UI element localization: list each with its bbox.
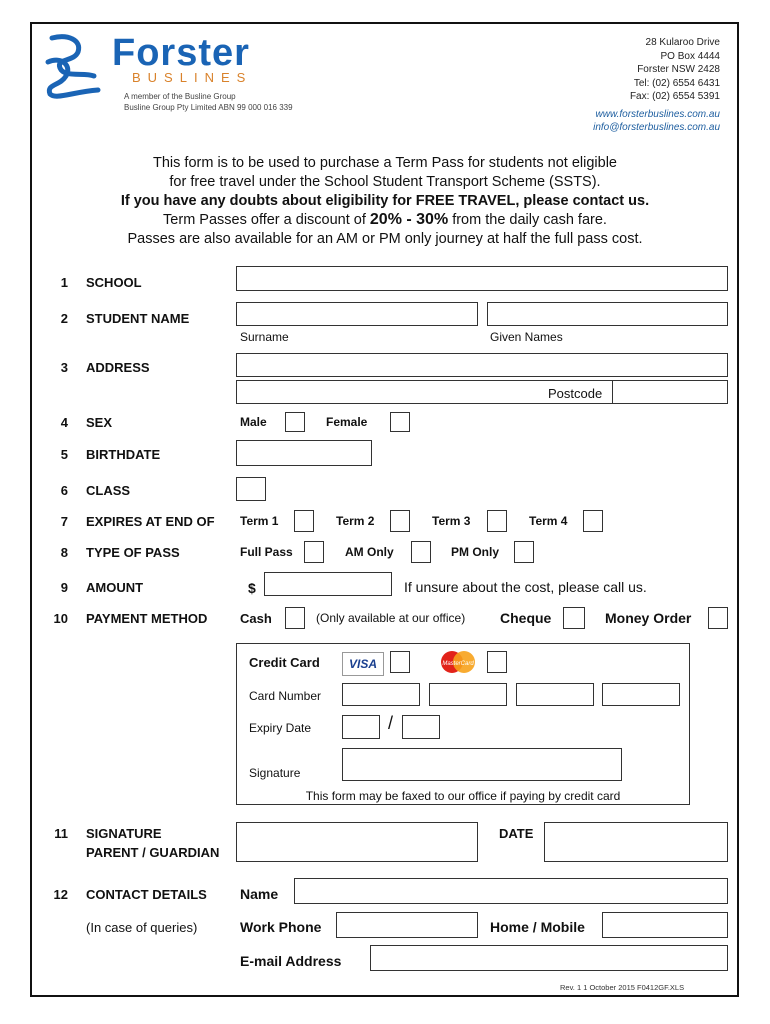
address-line: Forster NSW 2428 <box>637 64 720 75</box>
amount-input[interactable] <box>264 572 392 596</box>
card-number-group-4[interactable] <box>602 683 680 706</box>
member-line-2: Busline Group Pty Limited ABN 99 000 016 339 <box>124 103 293 112</box>
male-label: Male <box>240 415 267 429</box>
money-order-checkbox[interactable] <box>708 607 728 629</box>
field-number: 9 <box>60 580 68 595</box>
field-number: 8 <box>60 545 68 560</box>
school-input[interactable] <box>236 266 728 291</box>
field-number: 10 <box>53 611 68 626</box>
expiry-slash: / <box>388 713 394 733</box>
address-line-1-input[interactable] <box>236 353 728 377</box>
field-number: 1 <box>60 275 68 290</box>
intro-line-4 <box>40 211 730 229</box>
term-1-label: Term 1 <box>240 514 279 528</box>
intro-line-2: for free travel under the School Student Transport Scheme (SSTS). <box>169 174 601 190</box>
intro-line-4-pre: Term Passes offer a discount of <box>163 212 370 228</box>
cash-checkbox[interactable] <box>285 607 305 629</box>
date-input[interactable] <box>544 822 728 862</box>
field-number: 2 <box>60 311 68 326</box>
postcode-input[interactable] <box>612 380 728 404</box>
am-only-checkbox[interactable] <box>411 541 431 563</box>
mastercard-icon <box>436 650 480 674</box>
email-address-input[interactable] <box>370 945 728 971</box>
currency-symbol: $ <box>248 580 256 596</box>
contact-details-note: (In case of queries) <box>86 920 198 935</box>
term-2-checkbox[interactable] <box>390 510 410 532</box>
work-phone-input[interactable] <box>336 912 478 938</box>
sex-label: SEX <box>86 415 113 430</box>
term-3-label: Term 3 <box>432 514 471 528</box>
signature-label: SIGNATURE <box>86 826 162 841</box>
term-3-checkbox[interactable] <box>487 510 507 532</box>
card-signature-label: Signature <box>249 766 301 780</box>
home-mobile-label: Home / Mobile <box>490 919 585 935</box>
student-name-label: STUDENT NAME <box>86 311 190 326</box>
expiry-date-label: Expiry Date <box>249 721 312 735</box>
website-link[interactable]: www.forsterbuslines.com.au <box>595 108 720 120</box>
term-2-label: Term 2 <box>336 514 375 528</box>
address-label: ADDRESS <box>86 360 150 375</box>
expiry-year-input[interactable] <box>402 715 440 739</box>
fax-line: Fax: (02) 6554 5391 <box>629 91 720 102</box>
field-number: 11 <box>54 826 68 841</box>
discount-value: 20% - 30% <box>369 211 449 228</box>
money-order-label: Money Order <box>605 610 692 626</box>
card-number-group-3[interactable] <box>516 683 594 706</box>
class-label: CLASS <box>86 483 131 498</box>
birthdate-label: BIRTHDATE <box>86 447 161 462</box>
contact-name-input[interactable] <box>294 878 728 904</box>
term-4-label: Term 4 <box>529 514 568 528</box>
intro-line-1: This form is to be used to purchase a Term Pass for students not eligible <box>153 155 617 171</box>
cheque-label: Cheque <box>500 610 552 626</box>
brand-subtitle: BUSLINES <box>132 70 253 85</box>
female-checkbox[interactable] <box>390 412 410 432</box>
surname-caption: Surname <box>240 330 289 344</box>
credit-card-title: Credit Card <box>249 655 320 670</box>
card-number-group-1[interactable] <box>342 683 420 706</box>
type-of-pass-label: TYPE OF PASS <box>86 545 180 560</box>
cash-note: (Only available at our office) <box>316 611 466 625</box>
field-number: 6 <box>60 483 68 498</box>
mastercard-text: MasterCard <box>442 661 474 667</box>
parent-signature-input[interactable] <box>236 822 478 862</box>
mastercard-checkbox[interactable] <box>487 651 507 673</box>
surname-input[interactable] <box>236 302 478 326</box>
fax-note: This form may be faxed to our office if paying by credit card <box>305 789 621 803</box>
work-phone-label: Work Phone <box>240 919 322 935</box>
visa-checkbox[interactable] <box>390 651 410 673</box>
birthdate-input[interactable] <box>236 440 372 466</box>
company-address <box>593 36 720 135</box>
revision-footer: Rev. 1 1 October 2015 F0412GF.XLS <box>560 983 685 992</box>
pm-only-checkbox[interactable] <box>514 541 534 563</box>
payment-method-label: PAYMENT METHOD <box>86 611 208 626</box>
intro-line-4-post: from the daily cash fare. <box>448 212 607 228</box>
male-checkbox[interactable] <box>285 412 305 432</box>
amount-label: AMOUNT <box>86 580 144 595</box>
pm-only-label: PM Only <box>451 545 500 559</box>
brand-name: Forster <box>112 32 250 74</box>
full-pass-label: Full Pass <box>240 545 293 559</box>
cheque-checkbox[interactable] <box>563 607 585 629</box>
field-number: 7 <box>60 514 68 529</box>
cash-label: Cash <box>240 611 272 626</box>
amount-note: If unsure about the cost, please call us. <box>404 579 647 595</box>
expires-label: EXPIRES AT END OF <box>86 514 215 529</box>
email-address-label: E-mail Address <box>240 953 342 969</box>
full-pass-checkbox[interactable] <box>304 541 324 563</box>
intro-line-5: Passes are also available for an AM or PM only journey at half the full pass cost. <box>127 231 643 247</box>
field-number: 12 <box>53 887 68 902</box>
card-number-group-2[interactable] <box>429 683 507 706</box>
member-line-1: A member of the Busline Group <box>124 92 236 101</box>
intro-line-3: If you have any doubts about eligibility for FREE TRAVEL, please contact us. <box>120 193 650 209</box>
card-signature-input[interactable] <box>342 748 622 781</box>
field-number: 5 <box>60 447 68 462</box>
parent-guardian-label: PARENT / GUARDIAN <box>86 845 220 860</box>
address-line: 28 Kularoo Drive <box>645 37 720 48</box>
school-label: SCHOOL <box>86 275 142 290</box>
field-number: 3 <box>60 360 68 375</box>
visa-icon: VISA <box>342 652 384 676</box>
postcode-label: Postcode <box>548 386 603 401</box>
forster-logo-icon <box>38 32 118 102</box>
name-label: Name <box>240 886 279 902</box>
term-4-checkbox[interactable] <box>583 510 603 532</box>
given-names-caption: Given Names <box>490 330 563 344</box>
address-line: PO Box 4444 <box>660 50 720 62</box>
email-link[interactable]: info@forsterbuslines.com.au <box>593 122 720 133</box>
phone-line: Tel: (02) 6554 6431 <box>633 77 720 89</box>
am-only-label: AM Only <box>345 545 394 559</box>
field-number: 4 <box>60 415 68 430</box>
expiry-month-input[interactable] <box>342 715 380 739</box>
female-label: Female <box>326 415 368 429</box>
date-label: DATE <box>499 826 534 841</box>
class-input[interactable] <box>236 477 266 501</box>
home-mobile-input[interactable] <box>602 912 728 938</box>
contact-details-label: CONTACT DETAILS <box>86 887 207 902</box>
given-names-input[interactable] <box>487 302 728 326</box>
term-1-checkbox[interactable] <box>294 510 314 532</box>
card-number-label: Card Number <box>249 689 322 703</box>
